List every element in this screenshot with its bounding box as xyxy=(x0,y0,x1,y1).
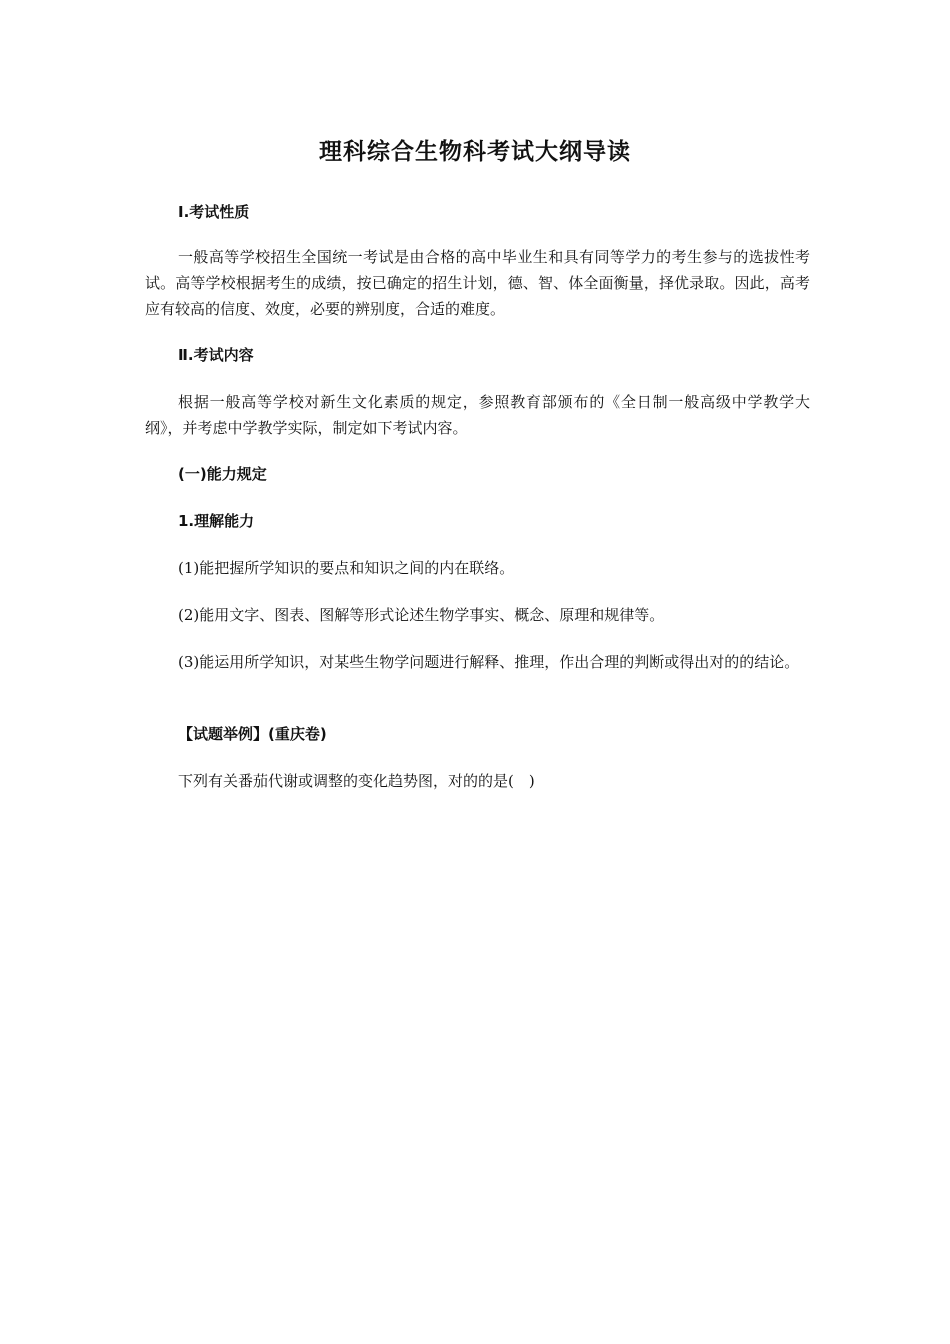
list-item-1: (1)能把握所学知识的要点和知识之间的内在联络。 xyxy=(178,559,515,577)
example-heading: 【试题举例】(重庆卷) xyxy=(178,725,327,743)
section-heading-exam-nature: Ⅰ.考试性质 xyxy=(178,203,250,221)
paragraph-exam-content: 根据一般高等学校对新生文化素质的规定，参照教育部颁布的《全日制一般高级中学教学大纲》，并考虑中学教学实际，制定如下考试内容。 xyxy=(145,393,810,437)
paragraph-exam-nature: 一般高等学校招生全国统一考试是由合格的高中毕业生和具有同等学力的考生参与的选拔性考试。高等学校根据考生的成绩，按已确定的招生计划，德、智、体全面衡量，择优录取。因此，高考应有较高的信度、效度，必要的辨别度，合适的难度。 xyxy=(145,248,810,318)
subsection-heading-ability: (一)能力规定 xyxy=(178,465,267,483)
list-item-2: (2)能用文字、图表、图解等形式论述生物学事实、概念、原理和规律等。 xyxy=(178,606,665,624)
section-heading-exam-content: Ⅱ.考试内容 xyxy=(178,346,254,364)
example-question: 下列有关番茄代谢或调整的变化趋势图，对的的是( ) xyxy=(178,772,535,790)
document-title: 理科综合生物科考试大纲导读 xyxy=(319,139,631,165)
list-item-3: (3)能运用所学知识，对某些生物学问题进行解释、推理，作出合理的判断或得出对的的结论。 xyxy=(178,653,800,671)
heading-understanding-ability: 1.理解能力 xyxy=(178,512,255,530)
